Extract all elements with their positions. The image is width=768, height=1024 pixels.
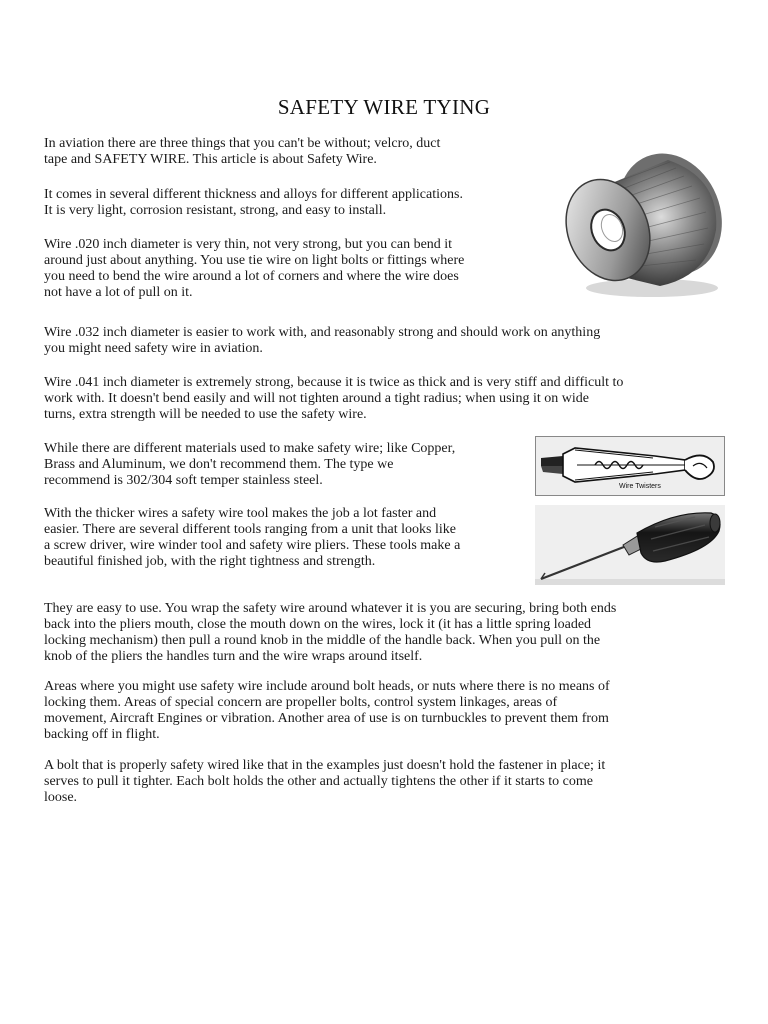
paragraph-materials (44, 441, 455, 489)
text-line: In aviation there are three things that you can't be without; velcro, duct (44, 136, 441, 151)
text-line: a screw driver, wire winder tool and safety wire pliers. These tools make a (44, 538, 461, 553)
text-line: work with. It doesn't bend easily and will not tighten around a tight radius; when using it on wide (44, 391, 589, 406)
text-line: around just about anything. You use tie wire on light bolts or fittings where (44, 253, 465, 268)
text-line: Wire .041 inch diameter is extremely strong, because it is twice as thick and is very stiff and difficult to (44, 375, 624, 390)
text-line: Wire .020 inch diameter is very thin, not very strong, but you can bend it (44, 237, 453, 252)
text-line: loose. (44, 790, 78, 805)
text-line: A bolt that is properly safety wired like that in the examples just doesn't hold the fastener in place; it (44, 758, 606, 773)
text-line: It is very light, corrosion resistant, strong, and easy to install. (44, 203, 387, 218)
text-line: you need to bend the wire around a lot of corners and where the wire does (44, 269, 459, 284)
text-line: movement, Aircraft Engines or vibration. Another area of use is on turnbuckles to prevent them from (44, 711, 609, 726)
text-line: locking them. Areas of special concern are propeller bolts, control system linkages, areas of (44, 695, 558, 710)
wire-twisters-image (535, 436, 725, 496)
paragraph-tools (44, 506, 460, 570)
text-line: With the thicker wires a safety wire tool makes the job a lot faster and (44, 506, 437, 521)
page-title: SAFETY WIRE TYING (277, 95, 491, 119)
text-line: Brass and Aluminum, we don't recommend them. The type we (44, 457, 394, 472)
text-line: back into the pliers mouth, close the mouth down on the wires, lock it (it has a little spring loaded (44, 617, 592, 632)
text-line: turns, extra strength will be needed to use the safety wire. (44, 407, 367, 422)
paragraph-wire-032 (44, 325, 600, 357)
text-line: It comes in several different thickness and alloys for different applications. (44, 187, 463, 202)
text-line: They are easy to use. You wrap the safety wire around whatever it is you are securing, bring both ends (44, 601, 617, 616)
text-line: easier. There are several different tools ranging from a unit that looks like (44, 522, 456, 537)
text-line: locking mechanism) then pull a round knob in the middle of the handle back. When you pull on the (44, 633, 601, 648)
wire-twisters-caption: Wire Twisters (619, 483, 661, 490)
text-line: Wire .032 inch diameter is easier to work with, and reasonably strong and should work on anything (44, 325, 601, 340)
paragraph-wire-020 (44, 237, 464, 301)
text-line: tape and SAFETY WIRE. This article is about Safety Wire. (44, 152, 377, 167)
text-line: backing off in flight. (44, 727, 160, 742)
text-line: not have a lot of pull on it. (44, 285, 193, 300)
paragraph-areas (44, 679, 610, 743)
text-line: serves to pull it tighter. Each bolt holds the other and actually tightens the other if it starts to come (44, 774, 593, 789)
paragraph-intro (44, 136, 440, 168)
paragraph-bolt (44, 758, 605, 806)
paragraph-usage (44, 601, 616, 665)
paragraph-wire-041 (44, 375, 623, 423)
text-line: recommend is 302/304 soft temper stainless steel. (44, 473, 323, 488)
text-line: While there are different materials used to make safety wire; like Copper, (44, 441, 456, 456)
spool-of-wire-image (548, 148, 728, 300)
screwdriver-tool-image (535, 505, 725, 585)
paragraph-thickness (44, 187, 463, 219)
text-line: beautiful finished job, with the right tightness and strength. (44, 554, 376, 569)
text-line: Areas where you might use safety wire include around bolt heads, or nuts where there is no means of (44, 679, 610, 694)
text-line: you might need safety wire in aviation. (44, 341, 263, 356)
text-line: knob of the pliers the handles turn and the wire wraps around itself. (44, 649, 423, 664)
